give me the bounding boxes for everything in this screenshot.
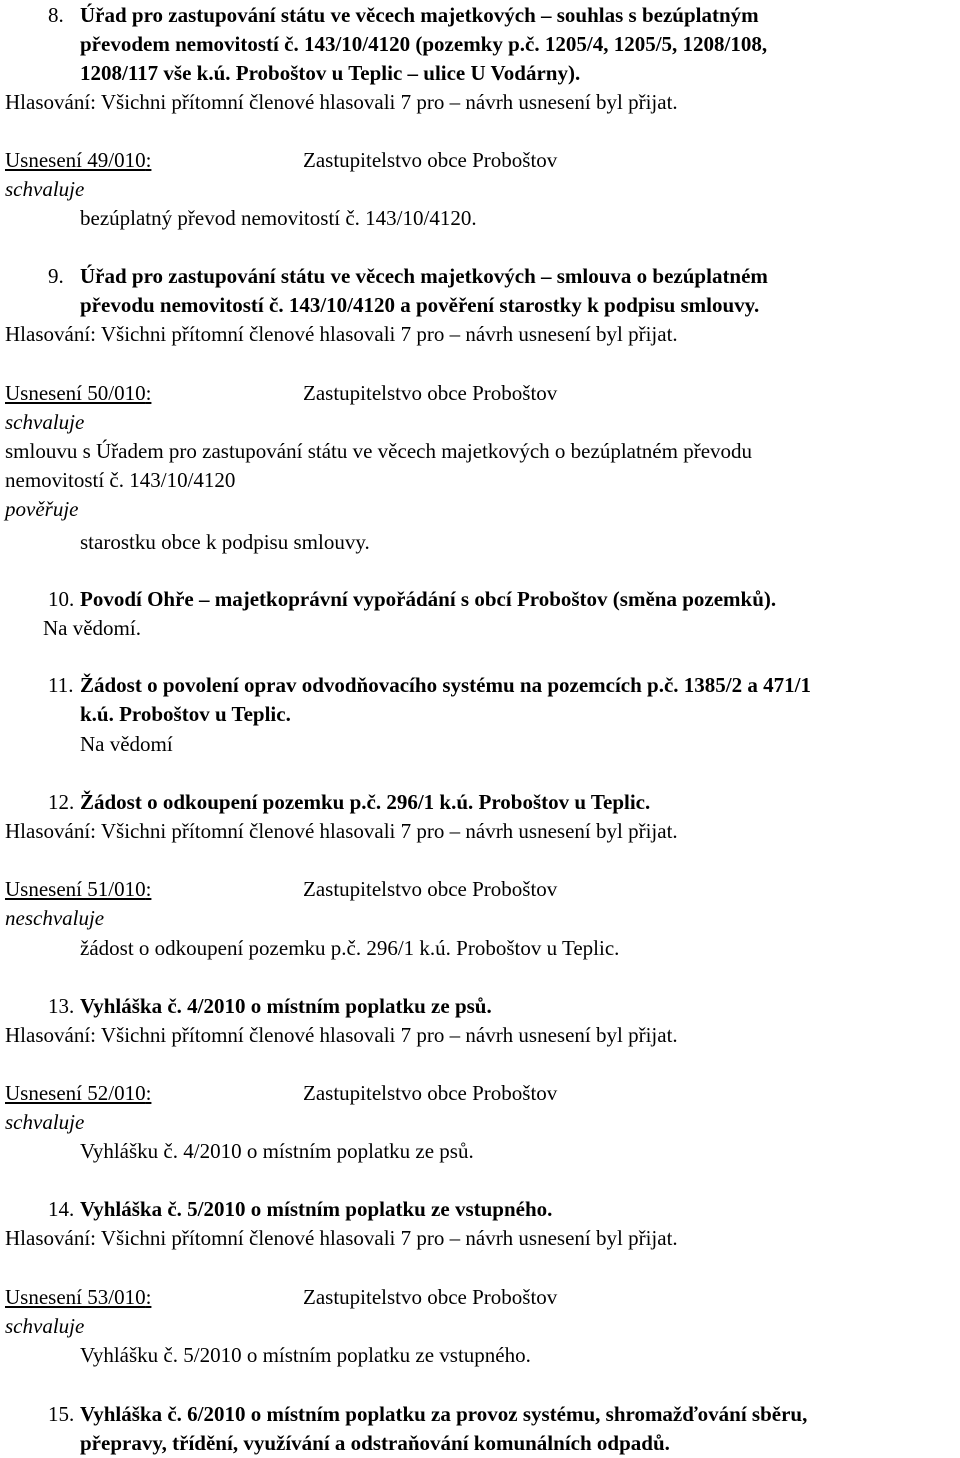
heading-line: převodem nemovitostí č. 143/10/4120 (pozemky p.č. 1205/4, 1205/5, 1208/108, — [80, 32, 768, 56]
resolution-label: Usnesení 49/010: — [5, 148, 152, 172]
heading-line: přepravy, třídění, využívání a odstraňování komunálních odpadů. — [80, 1431, 670, 1455]
resolution-label: Usnesení 50/010: — [5, 381, 152, 405]
resolution-label: Usnesení 51/010: — [5, 877, 152, 901]
resolution-text: Vyhlášku č. 4/2010 o místním poplatku ze psů. — [80, 1139, 474, 1163]
resolution-verb: schvaluje — [5, 410, 85, 434]
resolution-verb: schvaluje — [5, 1314, 85, 1338]
heading-line: Vyhláška č. 5/2010 o místním poplatku ze vstupného. — [80, 1197, 553, 1221]
vote-line: Hlasování: Všichni přítomní členové hlasovali 7 pro – návrh usnesení byl přijat. — [5, 1226, 678, 1250]
resolution-label: Usnesení 53/010: — [5, 1285, 152, 1309]
heading-line: k.ú. Proboštov u Teplic. — [80, 702, 291, 726]
item-heading — [80, 262, 960, 320]
heading-line: Úřad pro zastupování státu ve věcech majetkových – souhlas s bezúplatným — [80, 3, 759, 27]
item-heading — [80, 671, 960, 729]
item-number: 11. — [48, 673, 74, 697]
item-number: 8. — [48, 3, 64, 27]
item-heading — [80, 1195, 958, 1224]
item-number: 10. — [48, 587, 75, 611]
item-note: Na vědomí. — [43, 616, 141, 640]
resolution-text-2: starostku obce k podpisu smlouvy. — [80, 530, 370, 554]
item-number: 12. — [48, 790, 75, 814]
resolution-text: žádost o odkoupení pozemku p.č. 296/1 k.ú. Proboštov u Teplic. — [80, 936, 620, 960]
item-heading — [80, 788, 958, 817]
resolution-text: Vyhlášku č. 5/2010 o místním poplatku ze vstupného. — [80, 1343, 531, 1367]
heading-line: Úřad pro zastupování státu ve věcech majetkových – smlouva o bezúplatném — [80, 264, 768, 288]
resolution-body: Zastupitelstvo obce Proboštov — [303, 381, 558, 405]
resolution-body: Zastupitelstvo obce Proboštov — [303, 1285, 558, 1309]
item-heading — [80, 1, 958, 88]
heading-line: převodu nemovitostí č. 143/10/4120 a pověření starostky k podpisu smlouvy. — [80, 293, 760, 317]
heading-line: Žádost o odkoupení pozemku p.č. 296/1 k.ú. Proboštov u Teplic. — [80, 790, 651, 814]
resolution-body: Zastupitelstvo obce Proboštov — [303, 877, 558, 901]
vote-line: Hlasování: Všichni přítomní členové hlasovali 7 pro – návrh usnesení byl přijat. — [5, 819, 678, 843]
heading-line: Žádost o povolení oprav odvodňovacího systému na pozemcích p.č. 1385/2 a 471/1 — [80, 673, 811, 697]
heading-line: Vyhláška č. 4/2010 o místním poplatku ze psů. — [80, 994, 492, 1018]
resolution-body: Zastupitelstvo obce Proboštov — [303, 148, 558, 172]
resolution-verb-2: pověřuje — [5, 497, 79, 521]
heading-line: Vyhláška č. 6/2010 o místním poplatku za provoz systému, shromažďování sběru, — [80, 1402, 808, 1426]
resolution-verb: neschvaluje — [5, 906, 105, 930]
resolution-label: Usnesení 52/010: — [5, 1081, 152, 1105]
resolution-text: smlouvu s Úřadem pro zastupování státu ve věcech majetkových o bezúplatném převodu nemovitostí č. 143/10/4120 — [5, 439, 753, 492]
vote-line: Hlasování: Všichni přítomní členové hlasovali 7 pro – návrh usnesení byl přijat. — [5, 322, 678, 346]
item-number: 9. — [48, 264, 64, 288]
item-number: 14. — [48, 1197, 75, 1221]
item-heading — [80, 992, 958, 1021]
resolution-text: bezúplatný převod nemovitostí č. 143/10/4120. — [80, 206, 477, 230]
resolution-body: Zastupitelstvo obce Proboštov — [303, 1081, 558, 1105]
resolution-verb: schvaluje — [5, 177, 85, 201]
item-note: Na vědomí — [80, 732, 173, 756]
heading-line: Povodí Ohře – majetkoprávní vypořádání s obcí Proboštov (směna pozemků). — [80, 587, 777, 611]
heading-line: 1208/117 vše k.ú. Proboštov u Teplic – ulice U Vodárny). — [80, 61, 581, 85]
vote-line: Hlasování: Všichni přítomní členové hlasovali 7 pro – návrh usnesení byl přijat. — [5, 90, 678, 114]
resolution-verb: schvaluje — [5, 1110, 85, 1134]
item-number: 15. — [48, 1402, 75, 1426]
item-heading — [80, 1400, 960, 1458]
item-number: 13. — [48, 994, 75, 1018]
vote-line: Hlasování: Všichni přítomní členové hlasovali 7 pro – návrh usnesení byl přijat. — [5, 1023, 678, 1047]
item-heading — [80, 585, 958, 614]
